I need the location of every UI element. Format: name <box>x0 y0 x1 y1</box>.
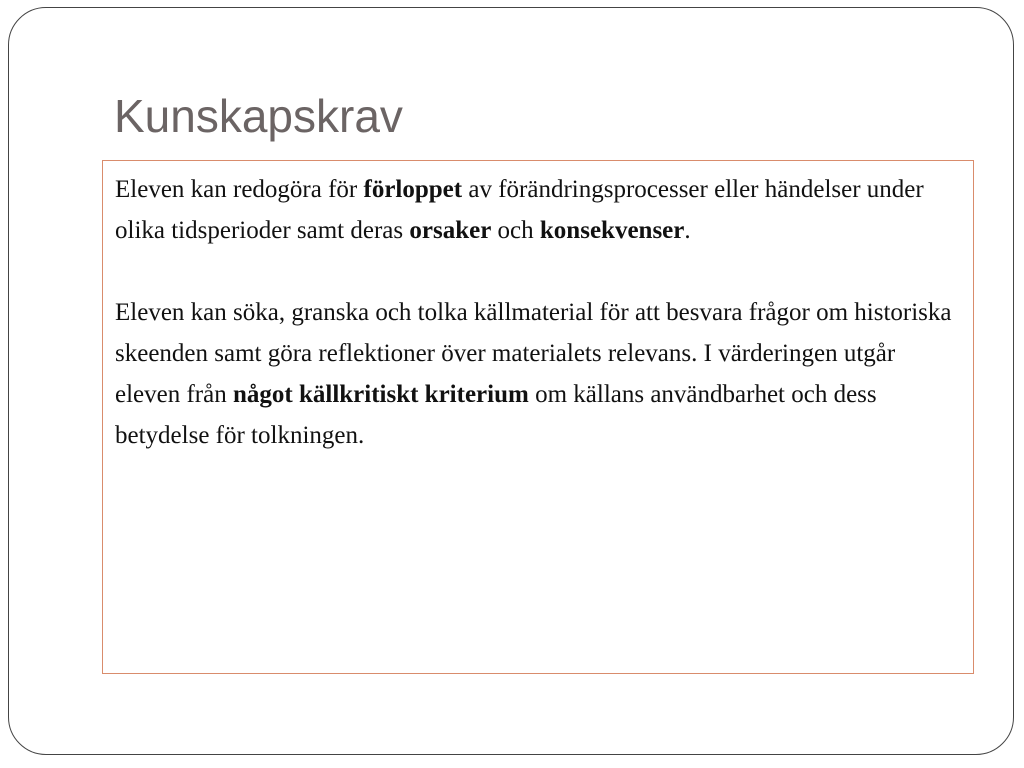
p2-bold-kriterium: något källkritiskt kriterium <box>232 381 529 408</box>
p1-bold-forloppet: förloppet <box>363 176 463 203</box>
paragraph-chronology <box>115 169 961 251</box>
p1-text-1: Eleven kan redogöra för <box>115 176 364 203</box>
p1-text-2: av förändringsprocesser eller händelser under olika tidsperioder samt deras <box>115 176 924 244</box>
p1-bold-orsaker: orsaker <box>409 217 492 244</box>
content-box <box>102 160 974 674</box>
p1-text-3: och <box>491 217 540 244</box>
p2-text-1: Eleven kan söka, granska och tolka källmaterial för att besvara frågor om historiska skeenden samt göra reflektioner över materialets relevans. I värderingen utgår eleven från <box>115 299 952 408</box>
slide-title: Kunskapskrav <box>114 90 403 142</box>
p2-text-2: om källans användbarhet och dess betydelse för tolkningen. <box>115 381 877 449</box>
p1-text-4: . <box>684 217 691 244</box>
paragraph-source-criticism <box>115 292 961 456</box>
p1-bold-konsekvenser: konsekvenser <box>539 217 685 244</box>
